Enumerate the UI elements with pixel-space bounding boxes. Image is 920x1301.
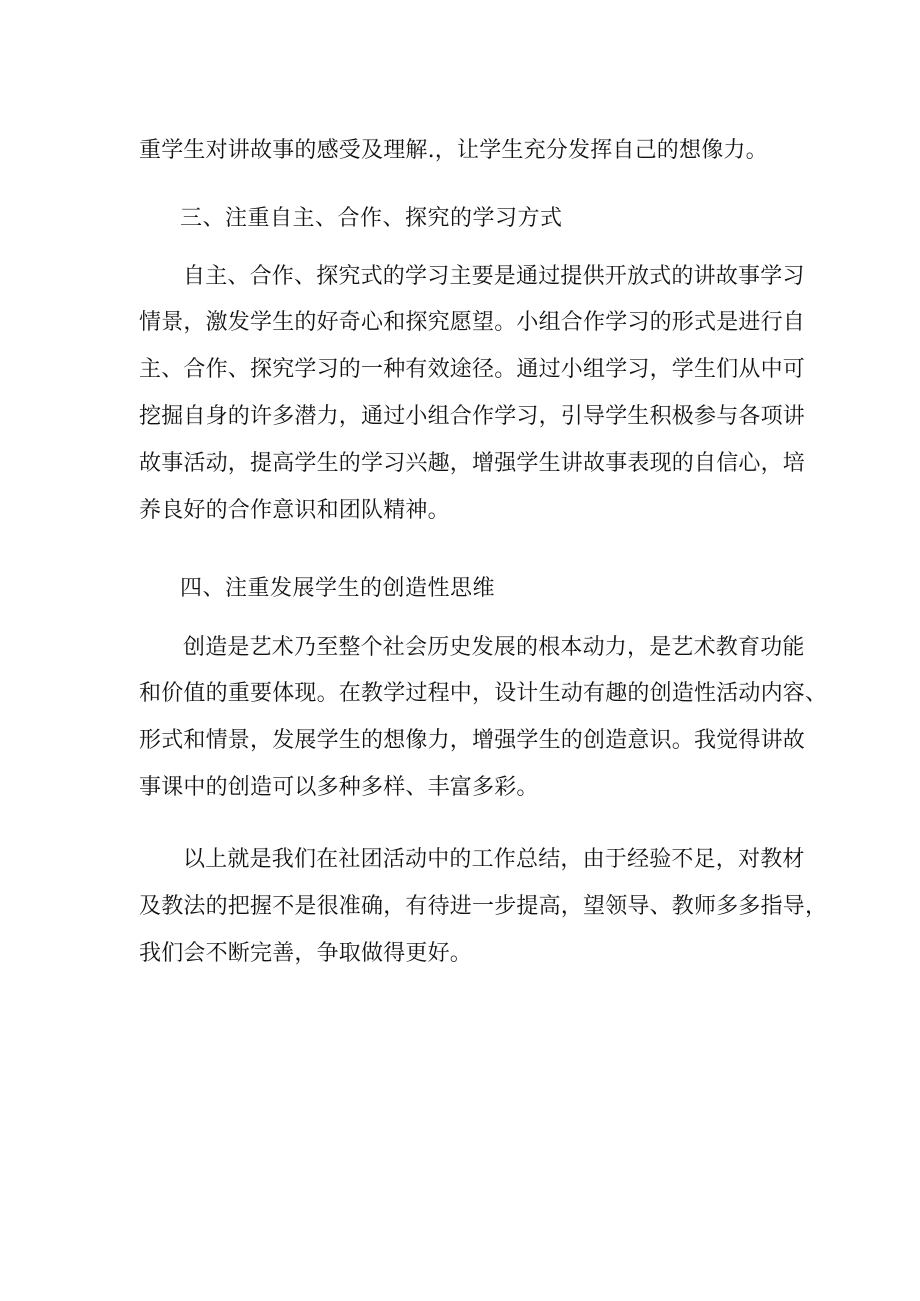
section-4-heading: 四、注重发展学生的创造性思维	[180, 576, 496, 601]
conclusion-line: 以上就是我们在社团活动中的工作总结，由于经验不足，对教材	[183, 847, 805, 872]
intro-line: 重学生对讲故事的感受及理解.，让学生充分发挥自己的想像力。	[139, 138, 768, 163]
section-3-line: 情景，激发学生的好奇心和探究愿望。小组合作学习的形式是进行自	[139, 310, 806, 335]
section-3-heading: 三、注重自主、合作、探究的学习方式	[180, 206, 563, 231]
section-4-line: 事课中的创造可以多种多样、丰富多彩。	[139, 775, 539, 800]
conclusion-line: 我们会不断完善，争取做得更好。	[139, 941, 473, 966]
section-4-line: 创造是艺术乃至整个社会历史发展的根本动力，是艺术教育功能	[183, 635, 805, 660]
section-3-line: 故事活动，提高学生的学习兴趣，增强学生讲故事表现的自信心，培	[139, 451, 806, 476]
section-4-line: 形式和情景，发展学生的想像力，增强学生的创造意识。我觉得讲故	[139, 728, 806, 753]
section-3-line: 自主、合作、探究式的学习主要是通过提供开放式的讲故事学习	[183, 264, 805, 289]
section-3-line: 主、合作、探究学习的一种有效途径。通过小组学习，学生们从中可	[139, 357, 806, 382]
conclusion-line: 及教法的把握不是很准确，有待进一步提高，望领导、教师多多指导，	[139, 894, 828, 919]
section-3-line: 养良好的合作意识和团队精神。	[139, 498, 450, 523]
section-4-line: 和价值的重要体现。在教学过程中，设计生动有趣的创造性活动内容、	[139, 681, 828, 706]
section-3-line: 挖掘自身的许多潜力，通过小组合作学习，引导学生积极参与各项讲	[139, 404, 806, 429]
